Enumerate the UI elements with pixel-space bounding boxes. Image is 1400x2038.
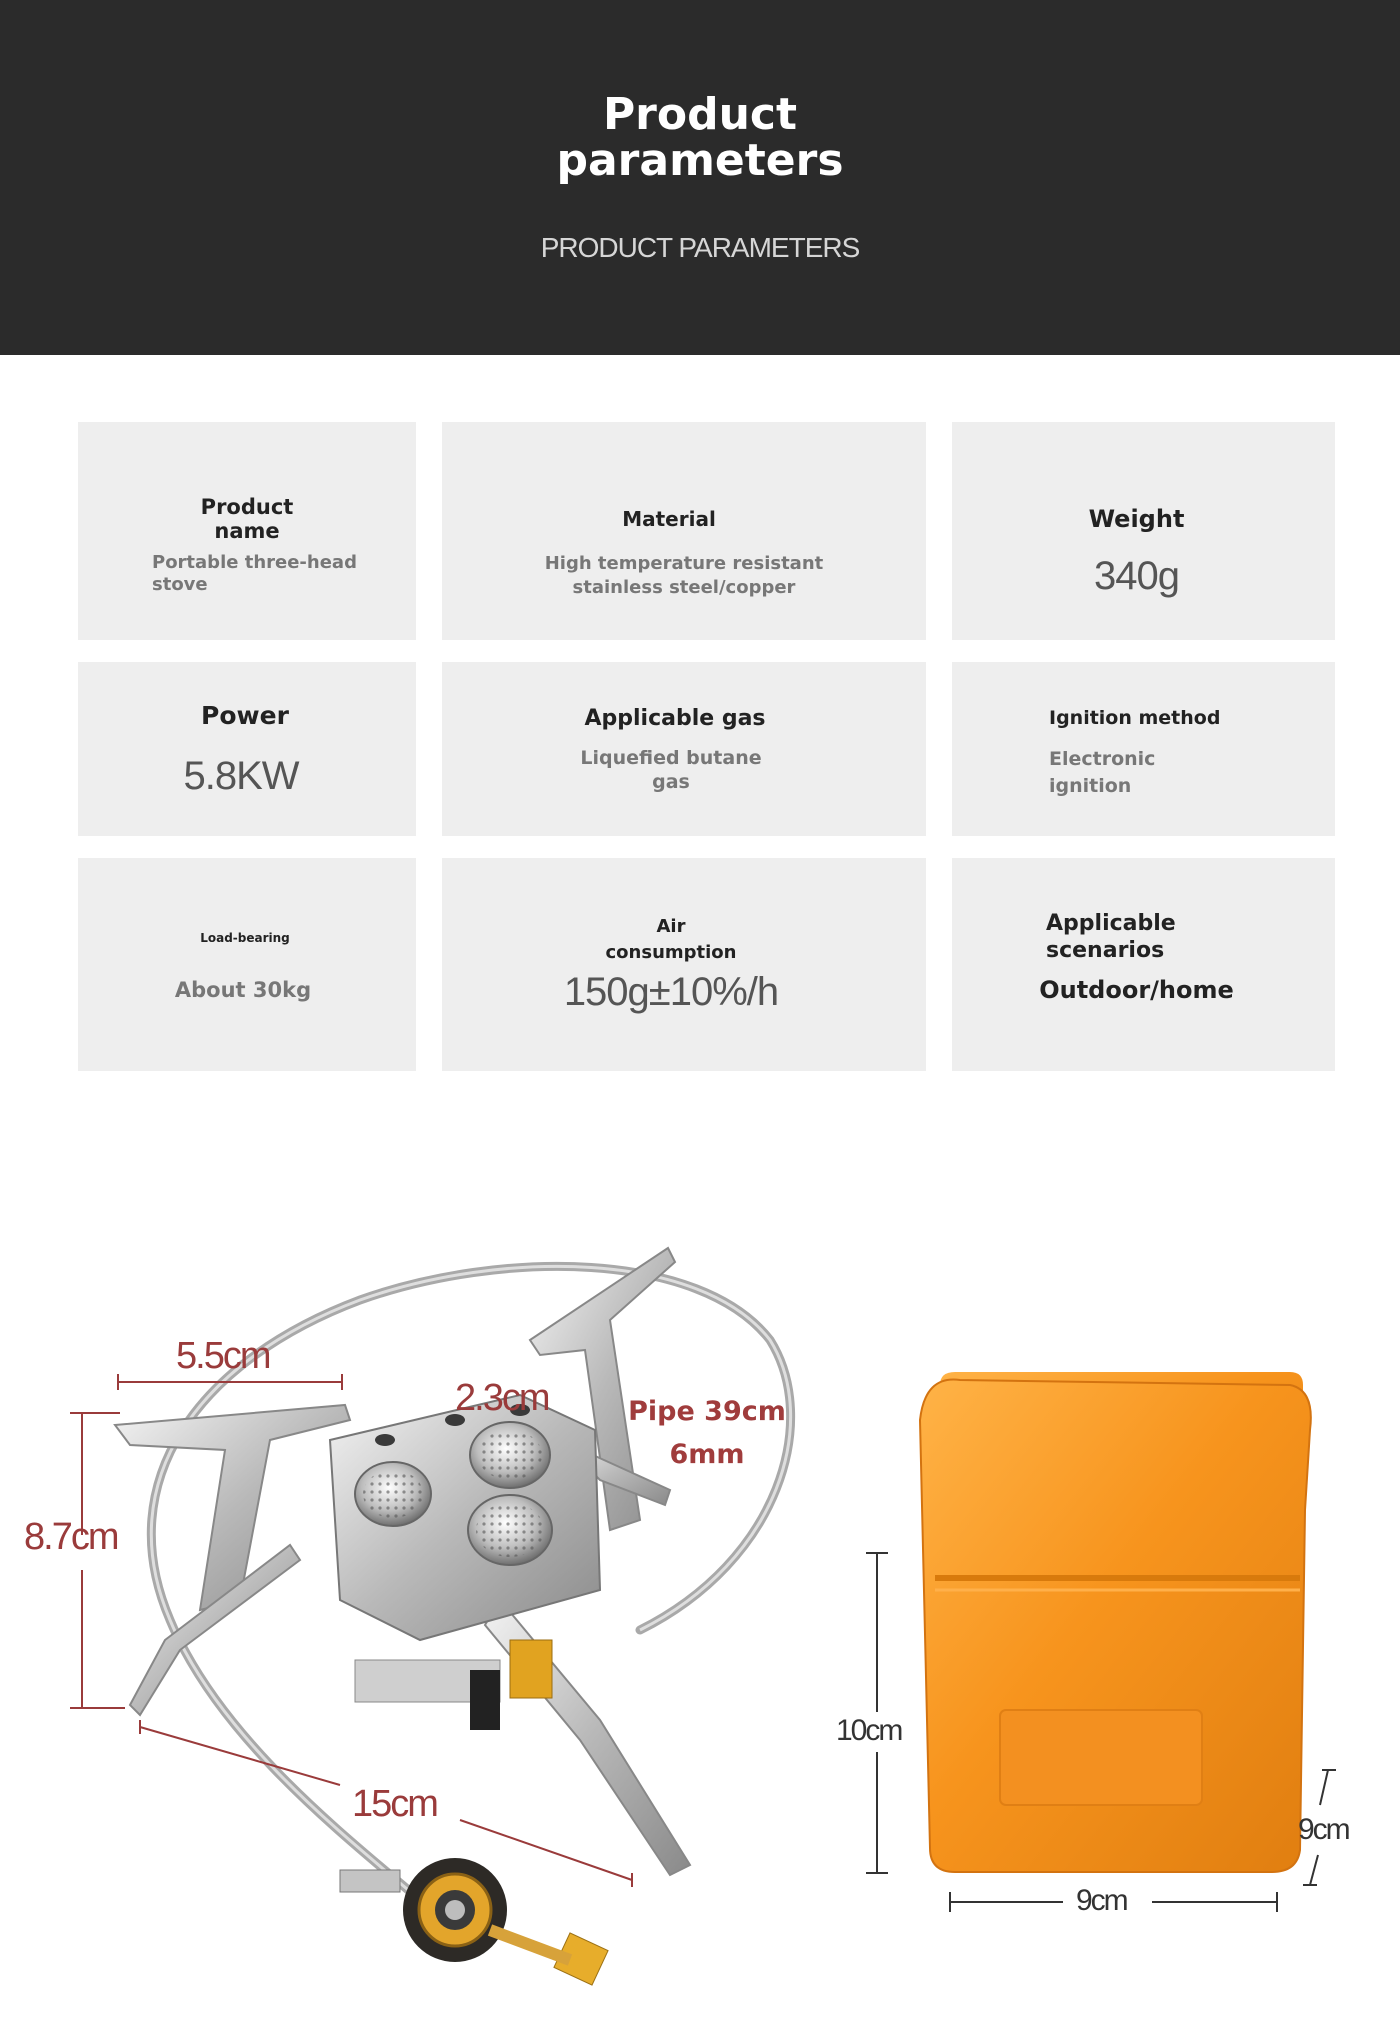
stove-burner-size-label: 2.3cm — [455, 1377, 549, 1419]
spec-label: Product name — [200, 495, 294, 544]
spec-label: Weight — [1088, 505, 1185, 533]
storage-case — [920, 1372, 1311, 1872]
spec-value: Electronic ignition — [1049, 748, 1156, 797]
stove-span-label: 15cm — [352, 1783, 437, 1825]
spec-value: 340g — [1094, 554, 1179, 598]
case-height-label: 10cm — [836, 1714, 902, 1747]
spec-label: Air consumption — [605, 916, 737, 963]
spec-label: Material — [622, 507, 716, 531]
spec-value: 150g±10%/h — [563, 970, 779, 1014]
spec-label: Load-bearing — [200, 931, 290, 945]
page-subtitle: PRODUCT PARAMETERS — [540, 232, 860, 263]
case-width-label: 9cm — [1076, 1884, 1127, 1917]
spec-label: Applicable scenarios — [1046, 911, 1176, 963]
stove-arm-width-label: 5.5cm — [176, 1335, 270, 1377]
page-title: Product parameters — [556, 89, 844, 186]
case-depth-label: 9cm — [1298, 1813, 1349, 1846]
spec-value: 5.8KW — [183, 754, 299, 798]
spec-value: Portable three-head stove — [152, 552, 357, 595]
gas-valve — [340, 1858, 608, 1985]
stove-height-label: 8.7cm — [24, 1516, 118, 1558]
pipe-spec-label: Pipe 39cm 6mm — [628, 1396, 786, 1470]
spec-value: Outdoor/home — [1039, 976, 1234, 1004]
spec-label: Applicable gas — [584, 706, 766, 731]
spec-label: Power — [201, 701, 289, 730]
spec-value: Liquefied butane gas — [580, 747, 762, 793]
spec-label: Ignition method — [1049, 707, 1221, 729]
spec-value: About 30kg — [174, 978, 312, 1002]
spec-value: High temperature resistant stainless steel/copper — [544, 553, 824, 598]
